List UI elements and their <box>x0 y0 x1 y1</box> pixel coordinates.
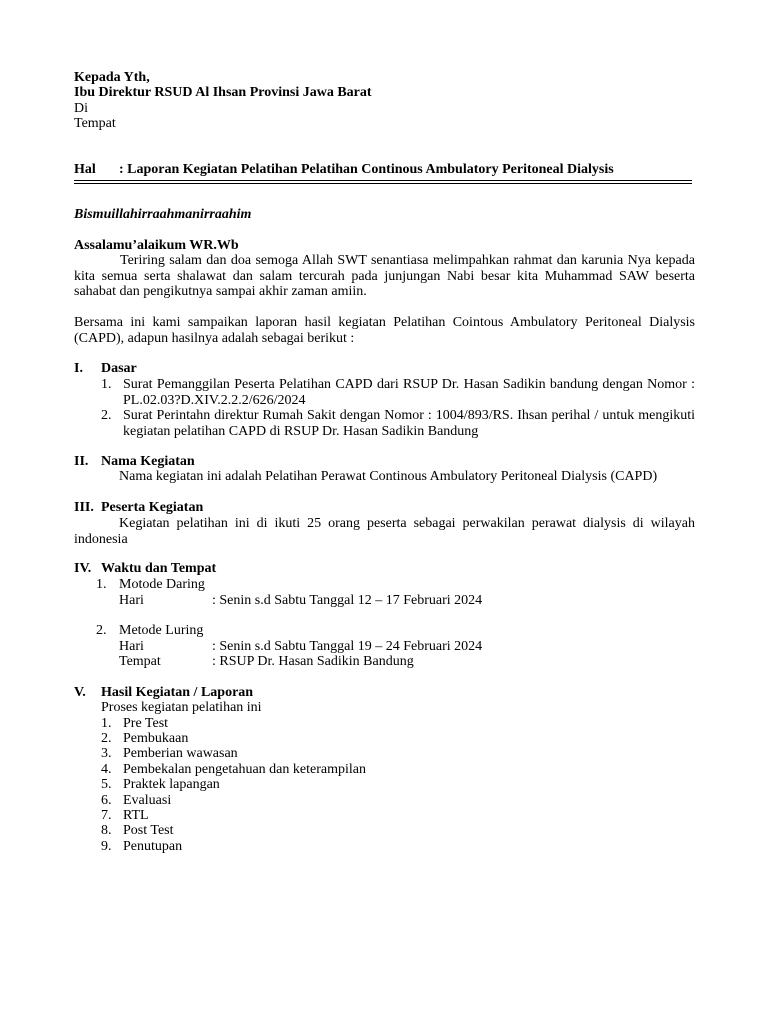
greeting: Assalamu’alaikum WR.Wb <box>74 238 239 253</box>
section-1-title: Dasar <box>101 361 137 376</box>
method-1-hari-value: : Senin s.d Sabtu Tanggal 12 – 17 Februari 2024 <box>212 593 483 608</box>
list-item: RTL <box>123 808 149 823</box>
method-2-tempat-value: : RSUP Dr. Hasan Sadikin Bandung <box>212 654 414 669</box>
list-item-number: 7. <box>101 808 112 823</box>
recipient-line-3: Di <box>74 101 88 116</box>
list-item-number: 2. <box>101 731 112 746</box>
section-2-number: II. <box>74 454 89 469</box>
recipient-line-4: Tempat <box>74 116 116 131</box>
list-item-number: 2. <box>101 408 112 423</box>
list-item: Evaluasi <box>123 793 172 808</box>
list-item-number: 4. <box>101 762 112 777</box>
list-item-number: 9. <box>101 839 112 854</box>
list-item: Praktek lapangan <box>123 777 220 792</box>
section-4-title: Waktu dan Tempat <box>101 561 217 576</box>
method-1-number: 1. <box>96 577 107 592</box>
section-5-number: V. <box>74 685 86 700</box>
list-item: Penutupan <box>123 839 183 854</box>
section-5-title: Hasil Kegiatan / Laporan <box>101 685 254 700</box>
method-1-hari-label: Hari <box>119 593 144 608</box>
section-5-intro: Proses kegiatan pelatihan ini <box>101 700 262 715</box>
method-2-tempat-label: Tempat <box>119 654 161 669</box>
intro-paragraph: Bersama ini kami sampaikan laporan hasil kegiatan Pelatihan Cointous Ambulatory Peritoneal Dialysis (CAPD), adapun hasilnya adalah sebagai berikut : <box>74 315 695 346</box>
subject-label: Hal <box>74 162 96 177</box>
method-2-number: 2. <box>96 623 107 638</box>
double-divider <box>74 180 692 184</box>
section-4-number: IV. <box>74 561 92 576</box>
list-item: Pre Test <box>123 716 169 731</box>
list-item-number: 1. <box>101 716 112 731</box>
section-3-text: Kegiatan pelatihan ini di ikuti 25 orang peserta sebagai perwakilan perawat dialysis di wilayah indonesia <box>74 516 695 547</box>
opening-paragraph: Teriring salam dan doa semoga Allah SWT senantiasa melimpahkan rahmat dan karunia Nya kepada kita semua serta shalawat dan salam tercurah pada junjungan Nabi besar kita Muhammad SAW beserta sahabat dan pengikutnya sampai akhir zaman amiin. <box>74 253 695 299</box>
list-item-number: 6. <box>101 793 112 808</box>
method-2-hari-label: Hari <box>119 639 144 654</box>
bismillah: Bismuillahirraahmanirraahim <box>74 207 252 222</box>
list-item: Pembekalan pengetahuan dan keterampilan <box>123 762 366 777</box>
method-2-hari-value: : Senin s.d Sabtu Tanggal 19 – 24 Februari 2024 <box>212 639 483 654</box>
list-item-number: 3. <box>101 746 112 761</box>
method-2-title: Metode Luring <box>119 623 204 638</box>
section-1-number: I. <box>74 361 83 376</box>
recipient-line-2: Ibu Direktur RSUD Al Ihsan Provinsi Jawa Barat <box>74 85 372 100</box>
subject-text: : Laporan Kegiatan Pelatihan Pelatihan Continous Ambulatory Peritoneal Dialysis <box>119 162 614 177</box>
section-3-number: III. <box>74 500 94 515</box>
list-item-number: 8. <box>101 823 112 838</box>
section-2-text: Nama kegiatan ini adalah Pelatihan Perawat Continous Ambulatory Peritoneal Dialysis (CAPD) <box>119 469 658 484</box>
method-1-title: Motode Daring <box>119 577 205 592</box>
list-item: Pemberian wawasan <box>123 746 238 761</box>
recipient-line-1: Kepada Yth, <box>74 70 150 85</box>
section-3-title: Peserta Kegiatan <box>101 500 204 515</box>
list-item-number: 1. <box>101 377 112 392</box>
section-2-title: Nama Kegiatan <box>101 454 195 469</box>
list-item: Pembukaan <box>123 731 189 746</box>
list-item: Surat Perintahn direktur Rumah Sakit dengan Nomor : 1004/893/RS. Ihsan perihal / untuk mengikuti kegiatan pelatihan CAPD di RSUP Dr. Hasan Sadikin Bandung <box>123 408 695 439</box>
list-item: Post Test <box>123 823 174 838</box>
list-item-number: 5. <box>101 777 112 792</box>
list-item: Surat Pemanggilan Peserta Pelatihan CAPD dari RSUP Dr. Hasan Sadikin bandung dengan Nomor : PL.02.03?D.XIV.2.2.2/626/2024 <box>123 377 695 408</box>
